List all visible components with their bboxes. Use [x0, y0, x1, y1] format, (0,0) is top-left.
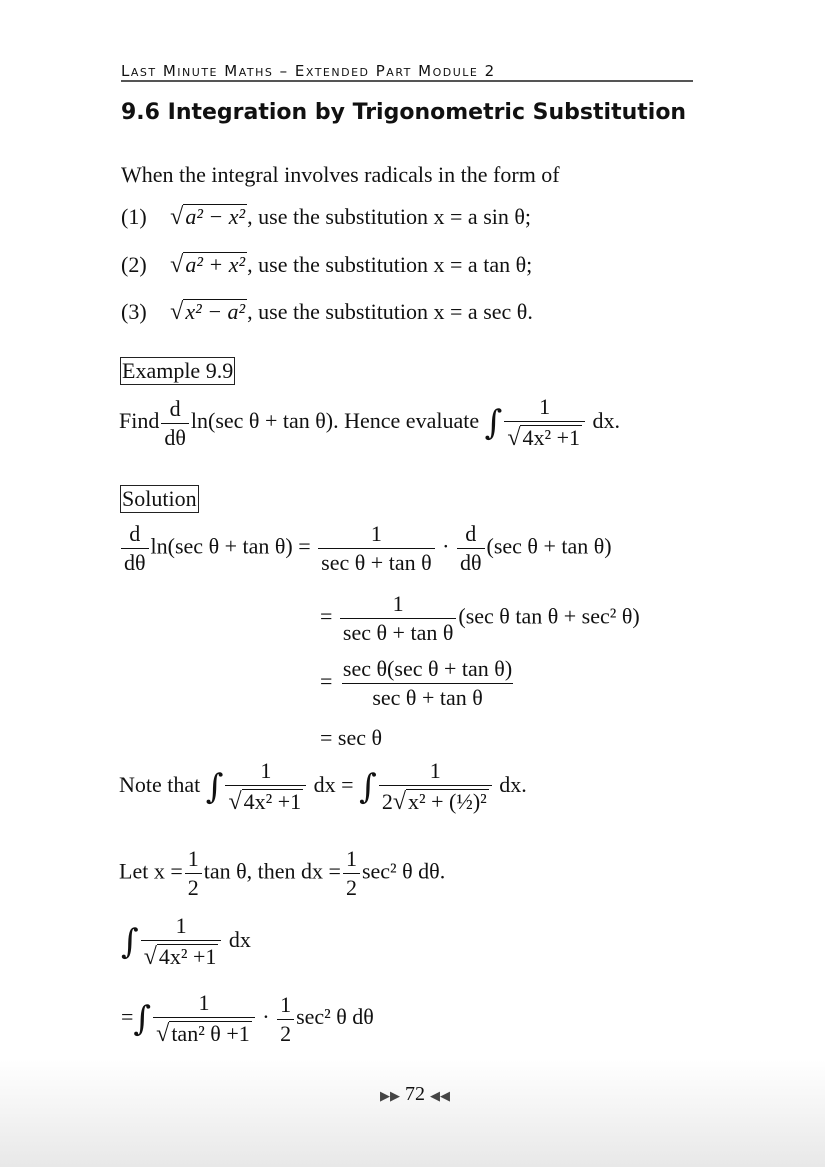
half-num: 1 [280, 991, 292, 1017]
int-dx: dx [228, 927, 251, 953]
solution-label: Solution [122, 486, 197, 511]
integral-sign-icon: ∫ [121, 922, 139, 963]
one-num: 1 [392, 591, 404, 616]
note-dx: dx = [313, 772, 354, 798]
example-label: Example 9.9 [122, 358, 234, 383]
header-rule [121, 80, 693, 82]
step2-tail: (sec θ tan θ + sec² θ) [458, 603, 640, 629]
dtheta-den: dθ [161, 423, 189, 449]
step1-denominator: sec θ + tan θ [318, 548, 434, 574]
d-num: d [169, 395, 181, 421]
case-radicand: x² − a² [185, 299, 246, 324]
half-den: 2 [277, 1019, 294, 1045]
page-number-value: 72 [405, 1083, 425, 1105]
footer-shade [0, 1060, 825, 1167]
integral-sign-icon: ∫ [484, 403, 503, 444]
let-mid: tan θ, then dx = [203, 858, 341, 884]
half-num: 1 [187, 846, 199, 871]
case-text: , use the substitution x = a sec θ. [247, 299, 533, 324]
solution-line-4: = sec θ [320, 725, 383, 750]
page-number [380, 1083, 450, 1106]
one-num: 1 [198, 990, 210, 1015]
final-tail: sec² θ dθ [296, 1004, 374, 1030]
solution-line-1: $\frac{d}{d\theta}$ ln(sec θ + tan θ) = $\frac{1}{\text{sec θ + tan θ}}$ · $\frac{d}{d\theta}$ (sec θ + tan θ) [119, 523, 612, 574]
d-num: d [129, 521, 141, 546]
backward-arrows-icon: ◀◀ [430, 1088, 450, 1103]
one-num: 1 [370, 521, 382, 546]
integral-line-1: ∫ $\frac{1}{\text{√4x² +1}}$ dx [121, 913, 251, 970]
half-num: 1 [345, 846, 357, 871]
let-line [119, 848, 445, 899]
half-den: 2 [343, 873, 360, 899]
coefficient: 2 [381, 789, 393, 814]
find-word: Find [119, 408, 160, 434]
running-header: Last Minute Maths – Extended Part Module 2 [121, 62, 496, 80]
equals: = [121, 1004, 134, 1030]
case-radicand: a² + x² [185, 252, 246, 277]
radicand: 4x² +1 [243, 789, 302, 814]
case-2: (2) √a² + x², use the substitution x = a tan θ; [121, 252, 533, 278]
d-num: d [465, 521, 477, 546]
integral-line-2: =∫ $\frac{1}{\text{√tan² θ +1}}$ · $\frac{1}{2}$ sec² θ dθ [121, 990, 374, 1047]
step3-numerator: sec θ(sec θ + tan θ) [342, 656, 513, 681]
case-number: (2) [121, 252, 147, 277]
case-3: (3) √x² − a², use the substitution x = a sec θ. [121, 299, 533, 325]
integral-sign-icon: ∫ [133, 999, 152, 1040]
final-radicand: tan² θ +1 [171, 1021, 250, 1046]
example-statement: Find $\frac{d}{d\theta}$ ln(sec θ + tan θ). Hence evaluate ∫ $\frac{1}{\text{√4x² +1}}$ dx. [119, 394, 620, 451]
note-line: Note that ∫ $\frac{1}{\text{√4x² +1}}$ dx = ∫ $\frac{1}{\text{2√x² + (½)²}}$ dx. [119, 758, 527, 815]
dtheta-den: dθ [457, 548, 485, 574]
step1-tail: (sec θ + tan θ) [486, 533, 612, 559]
case-number: (1) [121, 204, 147, 229]
case-1: (1) √a² − x², use the substitution x = a sin θ; [121, 204, 532, 230]
one-num: 1 [429, 758, 441, 783]
case-text: , use the substitution x = a tan θ; [247, 252, 533, 277]
equals: = [320, 603, 333, 629]
step2-denominator: sec θ + tan θ [340, 618, 456, 644]
case-number: (3) [121, 299, 147, 324]
radicand: 4x² +1 [158, 944, 217, 969]
dx-text: dx. [592, 408, 620, 434]
one-num: 1 [260, 758, 272, 783]
case-text: , use the substitution x = a sin θ; [247, 204, 532, 229]
forward-arrows-icon: ▶▶ [380, 1088, 400, 1103]
case-radicand: a² − x² [185, 204, 246, 229]
let-end: sec² θ dθ. [361, 858, 446, 884]
example-expression: ln(sec θ + tan θ). Hence evaluate [190, 408, 480, 434]
solution-line-2 [320, 593, 640, 644]
integral-sign-icon: ∫ [359, 767, 377, 808]
lhs: ln(sec θ + tan θ) = [150, 533, 311, 559]
integral-sign-icon: ∫ [205, 767, 224, 808]
solution-line-3 [320, 658, 517, 709]
dtheta-den: dθ [121, 548, 149, 574]
note-end: dx. [499, 772, 527, 798]
note-radicand: x² + (½)² [407, 789, 487, 814]
note-that: Note that [119, 772, 201, 798]
step3-denominator: sec θ + tan θ [342, 683, 512, 709]
radicand: 4x² +1 [522, 425, 580, 450]
one-num: 1 [539, 394, 551, 419]
equals: = [320, 668, 333, 694]
half-den: 2 [185, 873, 202, 899]
one-num: 1 [175, 913, 187, 938]
intro-lead: When the integral involves radicals in the form of [121, 162, 560, 187]
section-title: 9.6 Integration by Trigonometric Substitution [121, 100, 687, 125]
let-text: Let x = [119, 858, 183, 884]
